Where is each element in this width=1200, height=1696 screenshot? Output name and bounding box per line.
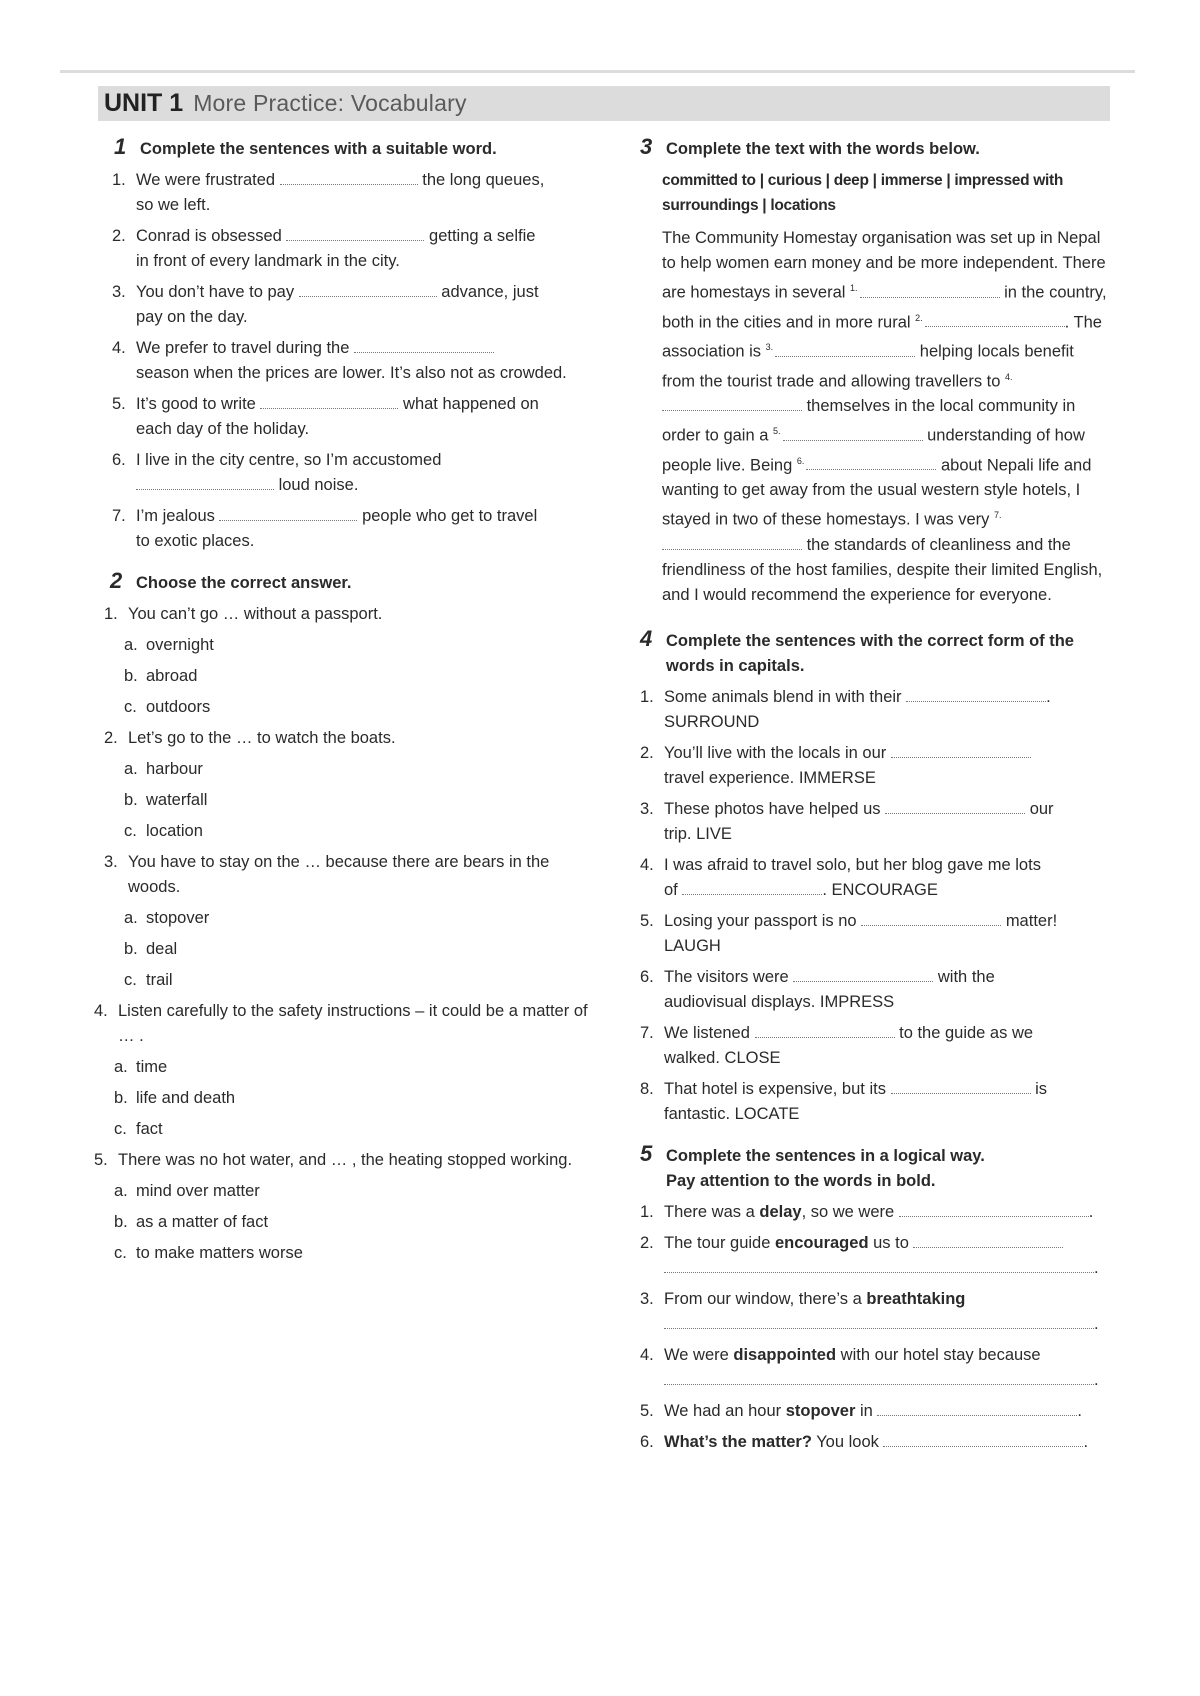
item-number: 3. [640,1289,654,1308]
item-text [664,1231,1110,1281]
exercise-number: 1 [114,134,127,159]
item-part: We had an hour [664,1401,786,1420]
question-stem: There was no hot water, and … , the heating stopped working. [118,1151,573,1169]
unit-label: UNIT 1 [104,89,184,117]
mc-question [94,999,594,1142]
answer-option[interactable] [94,1086,594,1111]
answer-blank[interactable] [891,743,1031,758]
question-stem: Listen carefully to the safety instructions – it could be a matter of … . [118,1002,588,1045]
option-text: life and death [136,1089,236,1107]
answer-blank[interactable] [280,170,418,185]
item-text [664,1200,1110,1225]
item-text [136,504,594,554]
mc-question [94,1148,594,1266]
text-part: understanding of how people live. Being [662,426,1085,474]
item-part: fantastic. LOCATE [664,1104,800,1123]
option-text: to make matters worse [136,1244,303,1262]
answer-blank[interactable] [806,455,936,470]
item-number: 1. [640,687,654,706]
item-part: our [1029,799,1054,818]
exercise-1 [94,134,594,554]
item-part: each day of the holiday. [136,420,310,438]
item-number: 5. [640,911,654,930]
option-text: location [146,822,203,840]
item-number: 4. [112,339,126,357]
item-part: I’m jealous [136,507,215,525]
option-text: mind over matter [136,1182,260,1200]
exercise-5-heading [620,1141,1110,1194]
answer-blank[interactable] [260,394,398,409]
item-text [664,909,1110,959]
answer-option[interactable] [94,664,594,689]
gap-number: 1. [850,283,858,293]
ex1-item [112,168,594,218]
item-text [664,685,1110,735]
text-part: . The association is [662,313,1102,361]
word-list: surroundings | locations [662,197,836,214]
item-part: in front of every landmark in the city. [136,252,400,270]
item-part: getting a selfie [429,227,536,245]
key-word: delay [759,1202,802,1221]
ex4-item [640,909,1110,959]
item-number: 4. [640,855,654,874]
exercise-instruction: Complete the sentences with a suitable word. [140,140,497,158]
item-text [136,224,594,274]
exercise-4 [640,626,1110,1127]
item-part: trip. LIVE [664,824,732,843]
item-number: 5. [112,395,126,413]
item-part: , so we were [801,1202,895,1221]
question-number: 1. [104,605,118,623]
gap-number: 2. [915,312,923,323]
answer-blank[interactable] [662,535,802,550]
exercise-2-heading [90,568,594,596]
answer-option[interactable] [94,906,594,931]
right-column [640,134,1110,1461]
item-text [136,392,594,442]
exercise-4-heading [620,626,1110,679]
item-number: 7. [640,1023,654,1042]
item-part: It’s good to write [136,395,256,413]
option-text: stopover [146,909,210,927]
ex1-item [112,336,594,386]
item-number: 6. [640,1432,654,1451]
answer-option[interactable] [94,937,594,962]
item-part: the long queues, [422,171,545,189]
ex4-item [640,797,1110,847]
item-number: 3. [112,283,126,301]
mc-question [94,850,594,993]
ex1-item [112,448,594,498]
answer-blank[interactable] [925,312,1065,327]
item-text [664,1430,1110,1455]
text-part: in the country, both in the cities and in more rural [662,283,1107,331]
answer-blank[interactable] [219,506,357,521]
item-part: with the [937,967,995,986]
item-part: We listened [664,1023,750,1042]
item-text [664,1021,1110,1071]
answer-blank[interactable] [664,1370,1094,1385]
question-stem: You have to stay on the … because there are bears in the woods. [128,853,550,896]
answer-option[interactable] [94,695,594,720]
item-part: SURROUND [664,712,760,731]
question-text [104,850,594,900]
question-text [94,1148,594,1173]
item-part: These photos have helped us [664,799,881,818]
exercise-number: 5 [640,1140,653,1166]
item-text [664,853,1110,903]
item-number: 6. [112,451,126,469]
item-part: in [855,1401,873,1420]
option-text: time [136,1058,168,1076]
key-word: breathtaking [866,1289,966,1308]
ex4-item [640,965,1110,1015]
answer-blank[interactable] [793,967,933,982]
item-text [664,1077,1110,1127]
option-letter: c. [114,1244,127,1262]
option-letter: a. [124,636,138,654]
item-number: 1. [112,171,126,189]
exercise-number: 4 [640,625,653,651]
answer-blank[interactable] [906,687,1046,702]
item-part: season when the prices are lower. It’s also not as crowded. [136,364,567,382]
item-part: of [664,880,678,899]
item-period: . [1094,1370,1099,1389]
item-period: . [1077,1401,1083,1420]
mc-question [94,726,594,844]
exercise-1-heading [94,134,594,162]
ex4-item [640,853,1110,903]
option-text: trail [146,971,173,989]
item-part: I live in the city centre, so I’m accustomed [136,451,442,469]
text-part: themselves in the local community in order to gain a [662,397,1076,445]
exercise-instruction: Choose the correct answer. [136,574,352,592]
item-part: . ENCOURAGE [822,880,938,899]
item-number: 4. [640,1345,654,1364]
key-word: encouraged [775,1233,869,1252]
ex5-item [640,1231,1110,1281]
word-box [662,168,1110,218]
item-number: 2. [640,743,654,762]
instruction-line: Complete the sentences in a logical way. [666,1146,985,1165]
item-part: with our hotel stay because [836,1345,1041,1364]
ex5-item [640,1399,1110,1424]
item-text [664,965,1110,1015]
answer-blank[interactable] [899,1202,1089,1217]
answer-blank[interactable] [664,1258,1094,1273]
gap-number: 7. [994,510,1002,520]
item-part: You don’t have to pay [136,283,295,301]
answer-option[interactable] [94,968,594,993]
question-text [104,602,594,627]
answer-blank[interactable] [877,1401,1077,1416]
item-part: matter! [1005,911,1058,930]
question-number: 4. [94,1002,108,1020]
item-number: 6. [640,967,654,986]
gap-number: 6. [796,455,805,466]
page-title: More Practice: Vocabulary [193,90,467,116]
item-text [664,741,1110,791]
mc-question [94,602,594,720]
answer-option[interactable] [94,1210,594,1235]
ex1-item [112,280,594,330]
item-part: pay on the day. [136,308,248,326]
item-part: us to [868,1233,909,1252]
gap-number: 3. [765,342,774,352]
answer-blank[interactable] [913,1233,1063,1248]
exercise-3 [640,134,1110,608]
option-letter: b. [124,667,138,685]
item-part: There was a [664,1202,760,1221]
item-text [664,1287,1110,1337]
answer-option[interactable] [94,1241,594,1266]
item-text [136,280,594,330]
question-text [94,999,594,1049]
item-text [664,1343,1110,1393]
item-text [664,1399,1110,1424]
item-number: 3. [640,799,654,818]
text-part: the standards of cleanliness and the friendliness of the host families, despite their limited English, and I would recommend the experience for everyone. [662,535,1103,604]
item-text [664,797,1110,847]
answer-option[interactable] [94,1117,594,1142]
item-number: 2. [112,227,126,245]
top-rule [60,70,1135,73]
exercise-instruction: Complete the text with the words below. [666,140,980,158]
option-letter: b. [114,1089,128,1107]
answer-option[interactable] [94,819,594,844]
ex1-item [112,224,594,274]
option-letter: b. [114,1213,128,1231]
unit-header [98,86,1110,121]
ex5-item [640,1200,1110,1225]
answer-blank[interactable] [682,880,822,895]
item-period: . [1094,1258,1099,1277]
item-part: The tour guide [664,1233,775,1252]
option-text: as a matter of fact [136,1213,269,1231]
ex4-item [640,1021,1110,1071]
key-word: stopover [785,1401,856,1420]
ex4-item [640,741,1110,791]
option-letter: a. [124,760,138,778]
option-text: fact [136,1120,163,1138]
item-part: travel experience. IMMERSE [664,768,876,787]
answer-blank[interactable] [299,282,437,297]
item-part: You look [811,1432,879,1451]
option-text: deal [146,940,178,958]
ex1-item [112,504,594,554]
item-part: That hotel is expensive, but its [664,1079,886,1098]
answer-option[interactable] [94,1179,594,1204]
question-stem: Let’s go to the … to watch the boats. [128,729,396,747]
ex1-item [112,392,594,442]
answer-option[interactable] [94,757,594,782]
ex5-item [640,1287,1110,1337]
option-letter: a. [114,1182,128,1200]
item-part: audiovisual displays. IMPRESS [664,992,895,1011]
item-part: people who get to travel [362,507,538,525]
question-number: 3. [104,853,118,871]
item-number: 2. [640,1233,654,1252]
option-letter: c. [124,822,137,840]
exercise-2 [94,568,594,1266]
item-part: LAUGH [664,936,721,955]
ex5-item [640,1343,1110,1393]
answer-blank[interactable] [664,1314,1094,1329]
option-letter: c. [124,971,137,989]
text-part: helping locals benefit from the tourist trade and allowing travellers to [662,342,1074,390]
exercise-number: 3 [640,134,653,159]
exercise-3-heading [620,134,1110,162]
exercise-5 [640,1141,1110,1455]
answer-blank[interactable] [286,226,424,241]
item-period: . [1088,1202,1094,1221]
option-letter: b. [124,791,138,809]
item-part: The visitors were [664,967,789,986]
item-number: 1. [640,1202,654,1221]
item-text [136,448,594,498]
option-text: abroad [146,667,198,685]
ex4-item [640,685,1110,735]
answer-blank[interactable] [885,799,1025,814]
item-period: . [1094,1314,1099,1333]
left-column [94,134,594,1272]
gap-number: 4. [1005,371,1013,382]
item-part: We were frustrated [136,171,276,189]
option-letter: c. [114,1120,127,1138]
option-text: outdoors [146,698,211,716]
item-part: Conrad is obsessed [136,227,282,245]
question-number: 5. [94,1151,108,1169]
text-part: about Nepali life and wanting to get away from the usual western style hotels, I stayed in two of these homestays. I was very [662,456,1092,529]
item-part: Losing your passport is no [664,911,857,930]
item-part: You’ll live with the locals in our [664,743,887,762]
answer-option[interactable] [94,1055,594,1080]
item-text [136,168,594,218]
question-text [104,726,594,751]
item-part: Some animals blend in with their [664,687,902,706]
exercise-instruction: Complete the sentences with the correct form of the words in capitals. [666,631,1074,675]
item-part: We prefer to travel during the [136,339,350,357]
answer-blank[interactable] [861,911,1001,926]
option-letter: b. [124,940,138,958]
item-text [136,336,594,386]
option-letter: c. [124,698,137,716]
answer-blank[interactable] [891,1079,1031,1094]
question-stem: You can’t go … without a passport. [128,605,383,623]
gap-text [662,226,1110,608]
instruction-line: Pay attention to the words in bold. [666,1171,936,1190]
answer-option[interactable] [94,788,594,813]
item-part: to the guide as we [899,1023,1034,1042]
answer-blank[interactable] [883,1432,1083,1447]
item-part: loud noise. [278,476,359,494]
answer-blank[interactable] [775,342,915,357]
option-letter: a. [114,1058,128,1076]
answer-blank[interactable] [354,338,494,353]
item-part: I was afraid to travel solo, but her blog gave me lots [664,855,1041,874]
item-part: walked. CLOSE [664,1048,781,1067]
item-part: what happened on [403,395,539,413]
item-part: From our window, there’s a [664,1289,867,1308]
exercise-instruction [666,1144,1110,1194]
item-period: . [1083,1432,1089,1451]
key-word: What’s the matter? [664,1432,812,1451]
answer-blank[interactable] [662,396,802,411]
key-word: disappointed [733,1345,837,1364]
text-part: The Community Homestay organisation was set up in Nepal to help women earn money and be more independent. There are homestays in several [662,229,1106,302]
item-part: advance, just [441,283,539,301]
answer-blank[interactable] [136,475,274,490]
ex4-item [640,1077,1110,1127]
question-number: 2. [104,729,118,747]
gap-number: 5. [773,426,781,436]
answer-blank[interactable] [783,426,923,441]
word-list: committed to | curious | deep | immerse | impressed with [662,172,1064,189]
item-part: is [1035,1079,1048,1098]
answer-blank[interactable] [860,283,1000,298]
item-part: to exotic places. [136,532,255,550]
item-part: so we left. [136,196,211,214]
answer-option[interactable] [94,633,594,658]
item-part: . [1046,687,1051,706]
item-number: 5. [640,1401,654,1420]
ex5-item [640,1430,1110,1455]
exercise-number: 2 [110,568,123,593]
answer-blank[interactable] [755,1023,895,1038]
option-text: overnight [146,636,214,654]
item-part: We were [664,1345,734,1364]
option-letter: a. [124,909,138,927]
option-text: harbour [146,760,203,778]
item-number: 7. [112,507,126,525]
option-text: waterfall [146,791,208,809]
item-number: 8. [640,1079,654,1098]
